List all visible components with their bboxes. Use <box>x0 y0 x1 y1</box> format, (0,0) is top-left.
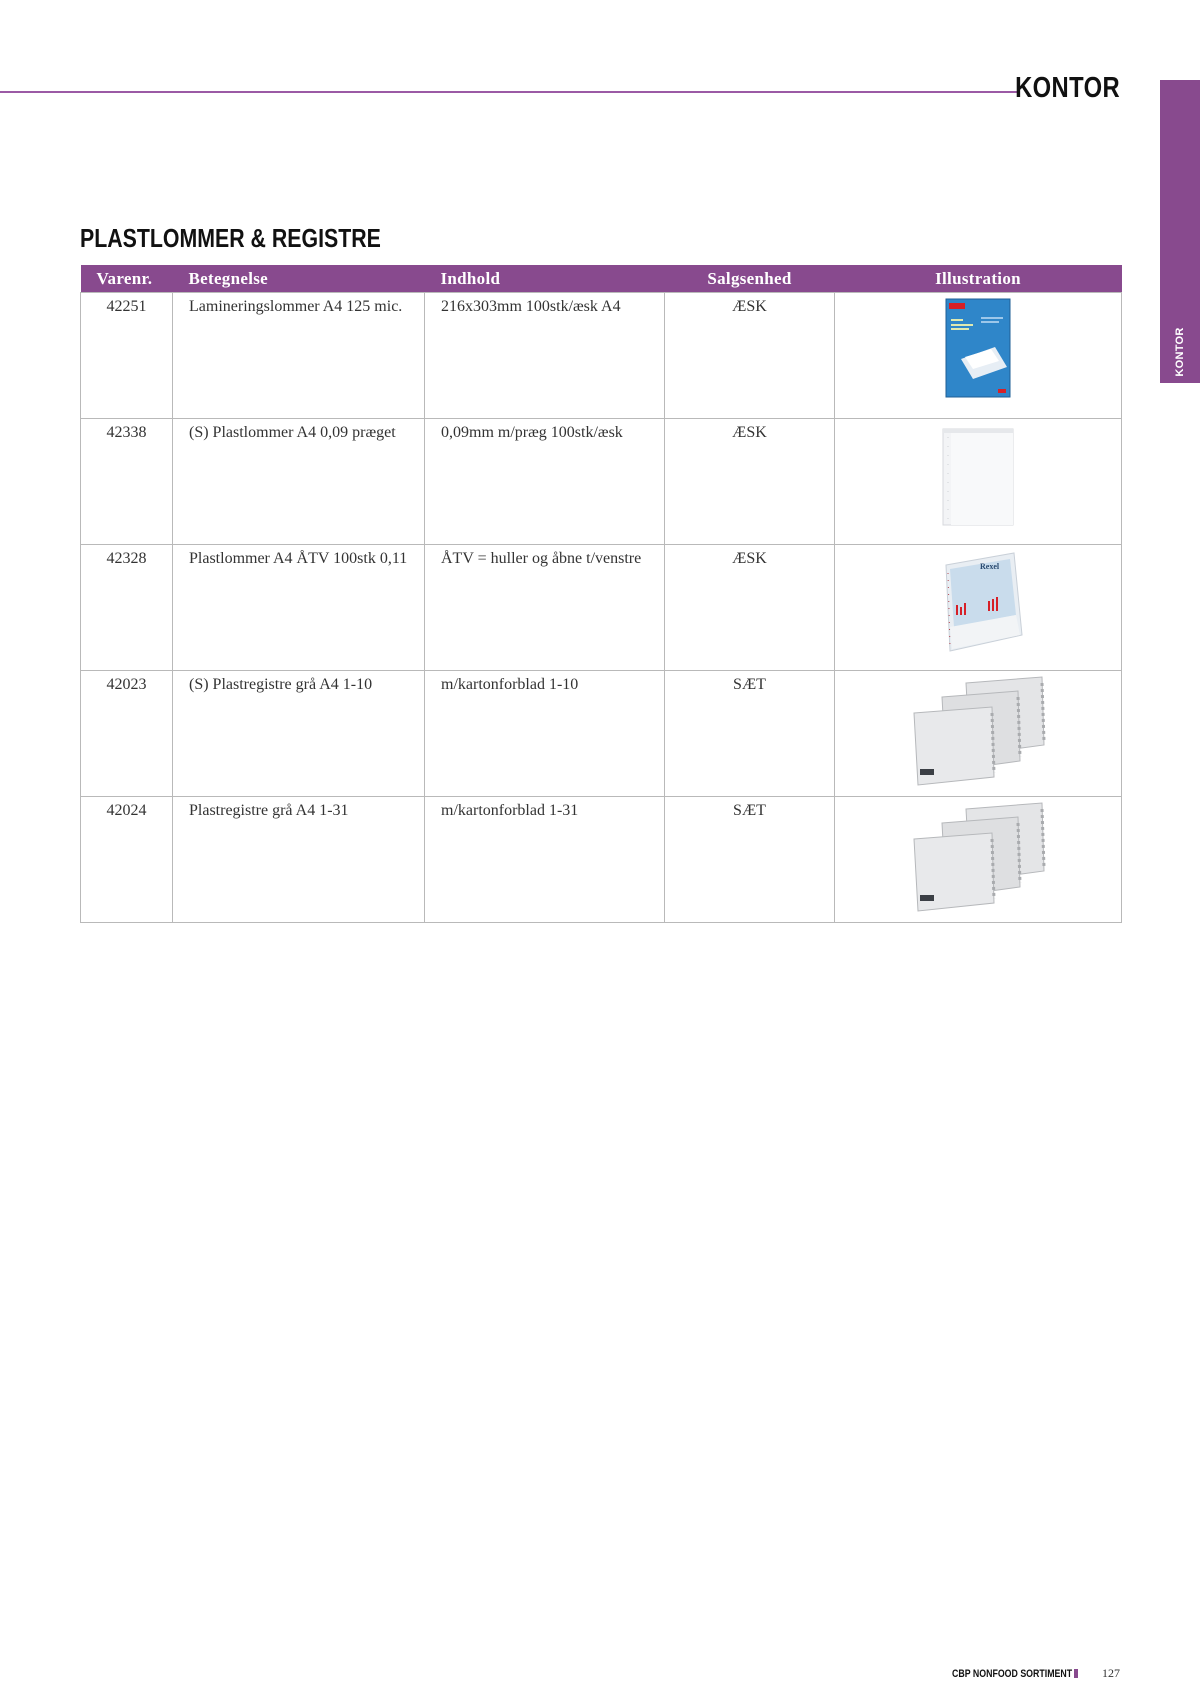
cell-illustration <box>835 545 1122 671</box>
cell-salgsenhed: SÆT <box>665 671 835 797</box>
cell-indhold: 216x303mm 100stk/æsk A4 <box>425 293 665 419</box>
cell-salgsenhed: SÆT <box>665 797 835 923</box>
cell-varenr: 42024 <box>81 797 173 923</box>
top-divider <box>0 91 1020 93</box>
side-tab[interactable] <box>1160 80 1200 383</box>
column-header-salgsenhed: Salgsenhed <box>665 265 835 293</box>
table-row <box>81 671 1122 797</box>
rexel-sleeve-image <box>930 549 1026 655</box>
plastic-sleeve-image <box>939 423 1017 529</box>
cell-varenr: 42338 <box>81 419 173 545</box>
cell-betegnelse: (S) Plastregistre grå A4 1-10 <box>173 671 425 797</box>
laminating-pouches-box-image <box>943 297 1013 401</box>
table-row <box>81 293 1122 419</box>
cell-illustration <box>835 419 1122 545</box>
cell-salgsenhed: ÆSK <box>665 545 835 671</box>
column-header-betegnelse: Betegnelse <box>173 265 425 293</box>
cell-varenr: 42328 <box>81 545 173 671</box>
cell-indhold: m/kartonforblad 1-10 <box>425 671 665 797</box>
table-row <box>81 545 1122 671</box>
table-row <box>81 419 1122 545</box>
cell-illustration <box>835 797 1122 923</box>
cell-salgsenhed: ÆSK <box>665 293 835 419</box>
page-footer <box>922 1666 1120 1681</box>
cell-varenr: 42251 <box>81 293 173 419</box>
cell-illustration <box>835 293 1122 419</box>
footer-mark <box>1074 1669 1078 1678</box>
rexel-logo: Rexel <box>980 562 1000 571</box>
cell-betegnelse: Lamineringslommer A4 125 mic. <box>173 293 425 419</box>
column-header-indhold: Indhold <box>425 265 665 293</box>
grey-index-dividers-image <box>906 801 1050 913</box>
grey-index-dividers-image <box>906 675 1050 787</box>
cell-indhold: m/kartonforblad 1-31 <box>425 797 665 923</box>
footer-brand: CBP NONFOOD SORTIMENT <box>951 1668 1072 1680</box>
cell-indhold: 0,09mm m/præg 100stk/æsk <box>425 419 665 545</box>
cell-illustration <box>835 671 1122 797</box>
table-header-row <box>81 265 1122 293</box>
section-title: KONTOR <box>1014 72 1120 104</box>
cell-betegnelse: Plastregistre grå A4 1-31 <box>173 797 425 923</box>
cell-varenr: 42023 <box>81 671 173 797</box>
cell-salgsenhed: ÆSK <box>665 419 835 545</box>
cell-betegnelse: (S) Plastlommer A4 0,09 præget <box>173 419 425 545</box>
table-row <box>81 797 1122 923</box>
page-number: 127 <box>1102 1666 1120 1680</box>
page-heading: PLASTLOMMER & REGISTRE <box>80 223 381 253</box>
side-tab-label: KONTOR <box>1174 327 1186 377</box>
column-header-varenr: Varenr. <box>81 265 173 293</box>
product-table <box>80 265 1122 923</box>
column-header-illustration: Illustration <box>835 265 1122 293</box>
cell-indhold: ÅTV = huller og åbne t/venstre <box>425 545 665 671</box>
cell-betegnelse: Plastlommer A4 ÅTV 100stk 0,11 <box>173 545 425 671</box>
